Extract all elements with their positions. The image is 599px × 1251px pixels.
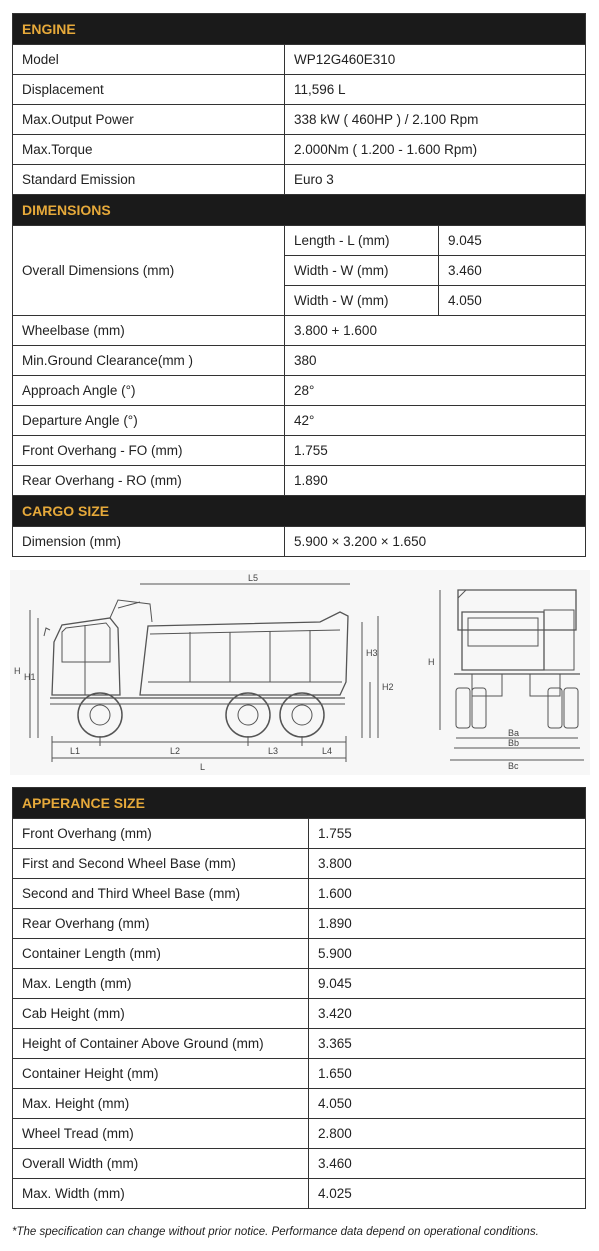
section-header-dimensions — [13, 195, 586, 226]
drawing-label-H3: H3 — [366, 648, 378, 658]
drawing-label-L4: L4 — [322, 746, 333, 756]
row-value: 5.900 × 3.200 × 1.650 — [285, 527, 586, 557]
sub-label: Width - W (mm) — [285, 256, 439, 286]
row-label: Displacement — [13, 75, 285, 105]
drawing-label-Ba: Ba — [508, 728, 520, 738]
section-title: DIMENSIONS — [13, 195, 586, 226]
row-label: Max. Length (mm) — [13, 969, 309, 999]
drawing-label-Bb: Bb — [508, 738, 520, 748]
drawing-label-L5: L5 — [248, 573, 259, 583]
row-label: First and Second Wheel Base (mm) — [13, 849, 309, 879]
row-value: 2.000Nm ( 1.200 - 1.600 Rpm) — [285, 135, 586, 165]
section-header-appearance — [13, 788, 586, 819]
row-value: 338 kW ( 460HP ) / 2.100 Rpm — [285, 105, 586, 135]
table-row — [13, 969, 586, 999]
drawing-label-front-H: H — [428, 657, 435, 667]
row-value: 1.755 — [285, 436, 586, 466]
row-label: Approach Angle (°) — [13, 376, 285, 406]
row-label: Max.Torque — [13, 135, 285, 165]
row-label: Departure Angle (°) — [13, 406, 285, 436]
row-label: Min.Ground Clearance(mm ) — [13, 346, 285, 376]
row-value: 2.800 — [309, 1119, 586, 1149]
row-label: Rear Overhang - RO (mm) — [13, 466, 285, 496]
table-row — [13, 376, 586, 406]
row-label: Overall Width (mm) — [13, 1149, 309, 1179]
table-row — [13, 1029, 586, 1059]
truck-side-view — [30, 584, 378, 762]
section-header-engine — [13, 14, 586, 45]
table-row — [13, 939, 586, 969]
row-value: 11,596 L — [285, 75, 586, 105]
table-row — [13, 527, 586, 557]
section-title: ENGINE — [13, 14, 586, 45]
row-value: 4.050 — [309, 1089, 586, 1119]
row-value: 28° — [285, 376, 586, 406]
table-row — [13, 1089, 586, 1119]
row-label: Max.Output Power — [13, 105, 285, 135]
section-header-cargo — [13, 496, 586, 527]
drawing-label-Bc: Bc — [508, 761, 519, 771]
row-value: 4.025 — [309, 1179, 586, 1209]
table-row — [13, 1119, 586, 1149]
row-value: 3.460 — [309, 1149, 586, 1179]
row-label: Dimension (mm) — [13, 527, 285, 557]
table-row — [13, 135, 586, 165]
table-row — [13, 45, 586, 75]
drawing-label-L1: L1 — [70, 746, 81, 756]
table-row — [13, 346, 586, 376]
row-label: Rear Overhang (mm) — [13, 909, 309, 939]
table-row — [13, 105, 586, 135]
row-value: 3.365 — [309, 1029, 586, 1059]
table-row — [13, 466, 586, 496]
row-value: 1.600 — [309, 879, 586, 909]
truck-drawing-svg — [10, 570, 590, 775]
section-title: APPERANCE SIZE — [13, 788, 586, 819]
row-label: Front Overhang - FO (mm) — [13, 436, 285, 466]
drawing-label-H2: H2 — [382, 682, 394, 692]
row-label: Max. Width (mm) — [13, 1179, 309, 1209]
row-value: 1.890 — [285, 466, 586, 496]
row-value: 9.045 — [309, 969, 586, 999]
table-row — [13, 1059, 586, 1089]
row-value: 380 — [285, 346, 586, 376]
row-value: 3.800 + 1.600 — [285, 316, 586, 346]
table-row — [13, 849, 586, 879]
table-row — [13, 436, 586, 466]
row-label: Container Height (mm) — [13, 1059, 309, 1089]
table-row — [13, 165, 586, 195]
row-label: Front Overhang (mm) — [13, 819, 309, 849]
row-label: Model — [13, 45, 285, 75]
sub-value: 9.045 — [439, 226, 586, 256]
row-value: 1.890 — [309, 909, 586, 939]
table-row — [13, 999, 586, 1029]
row-label: Wheelbase (mm) — [13, 316, 285, 346]
row-value: Euro 3 — [285, 165, 586, 195]
row-label: Standard Emission — [13, 165, 285, 195]
drawing-label-L2: L2 — [170, 746, 181, 756]
row-label: Overall Dimensions (mm) — [13, 226, 285, 316]
table-row — [13, 406, 586, 436]
table-row — [13, 75, 586, 105]
footnote: *The specification can change without prior notice. Performance data depend on operational conditions. — [12, 1226, 539, 1238]
row-value: 1.755 — [309, 819, 586, 849]
table-row — [13, 879, 586, 909]
sub-value: 4.050 — [439, 286, 586, 316]
table-row — [13, 1149, 586, 1179]
appearance-size-table — [12, 787, 586, 1209]
row-value: WP12G460E310 — [285, 45, 586, 75]
row-label: Second and Third Wheel Base (mm) — [13, 879, 309, 909]
truck-technical-drawing — [10, 570, 590, 775]
row-value: 3.420 — [309, 999, 586, 1029]
table-row — [13, 909, 586, 939]
sub-label: Length - L (mm) — [285, 226, 439, 256]
table-row — [13, 316, 586, 346]
table-row — [13, 1179, 586, 1209]
row-label: Max. Height (mm) — [13, 1089, 309, 1119]
row-label: Height of Container Above Ground (mm) — [13, 1029, 309, 1059]
row-value: 1.650 — [309, 1059, 586, 1089]
row-value: 3.800 — [309, 849, 586, 879]
row-label: Wheel Tread (mm) — [13, 1119, 309, 1149]
row-label: Container Length (mm) — [13, 939, 309, 969]
row-value: 42° — [285, 406, 586, 436]
section-title: CARGO SIZE — [13, 496, 586, 527]
drawing-label-H1: H1 — [24, 672, 36, 682]
row-label: Cab Height (mm) — [13, 999, 309, 1029]
row-value: 5.900 — [309, 939, 586, 969]
drawing-label-L: L — [200, 762, 206, 772]
table-row — [13, 819, 586, 849]
table-row — [13, 226, 586, 256]
drawing-label-H: H — [14, 666, 21, 676]
spec-table — [12, 13, 586, 557]
drawing-label-L3: L3 — [268, 746, 279, 756]
sub-value: 3.460 — [439, 256, 586, 286]
sub-label: Width - W (mm) — [285, 286, 439, 316]
